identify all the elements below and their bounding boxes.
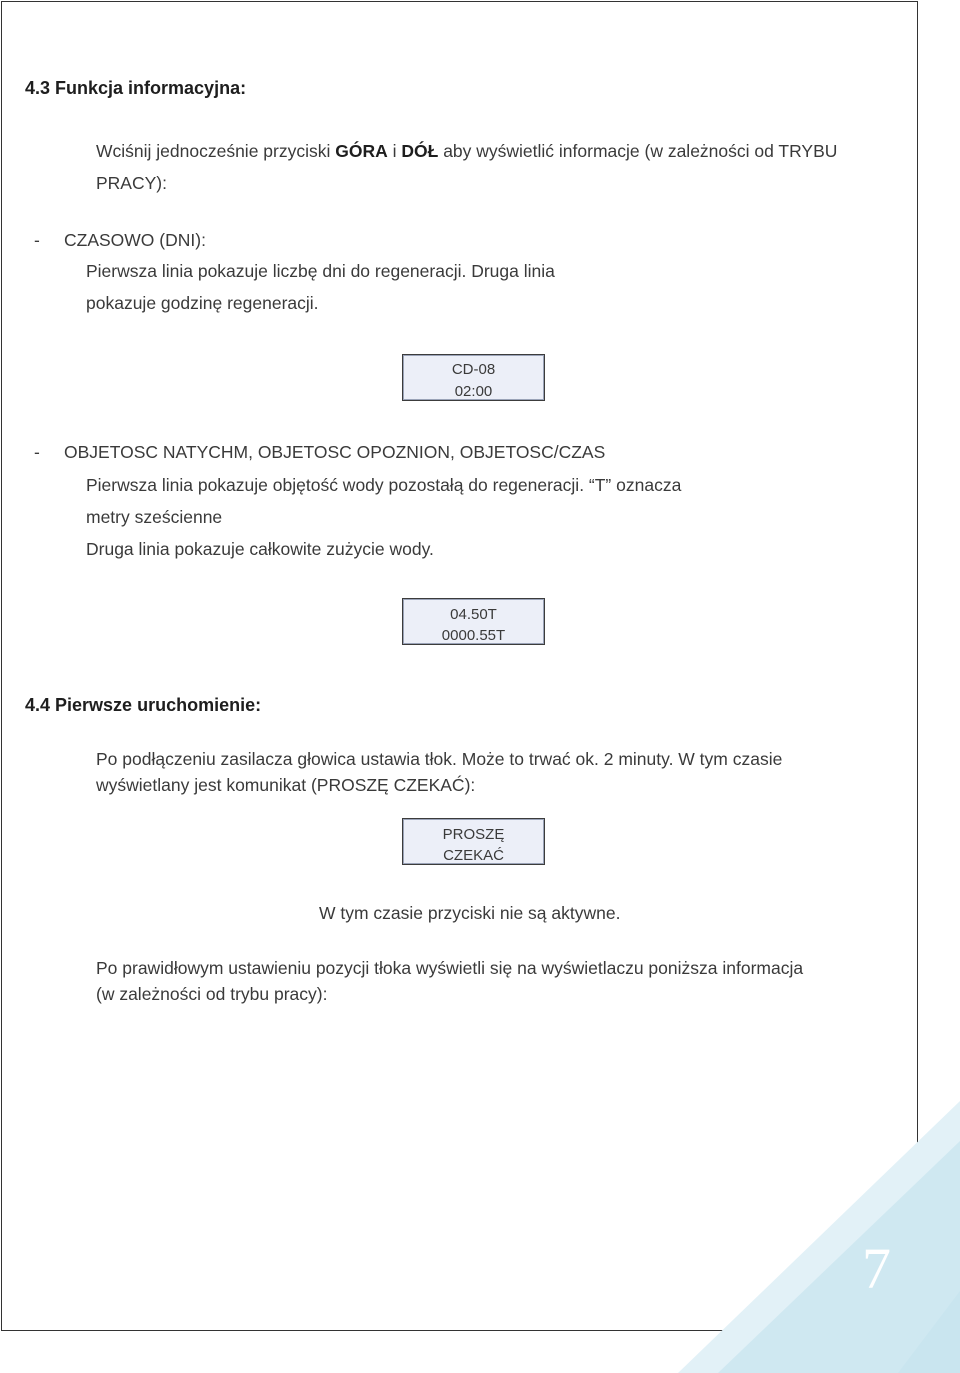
paragraph: Po podłączeniu zasilacza głowica ustawia tłok. Może to trwać ok. 2 minuty. W tym czasie [96, 749, 783, 769]
lcd-line-1: 04.50T [450, 606, 497, 623]
list-item-text: Pierwsza linia pokazuje objętość wody pozostałą do regeneracji. “T” oznacza [86, 475, 682, 495]
list-item-text: metry sześcienne [86, 507, 223, 527]
list-item-title: CZASOWO (DNI): [64, 230, 206, 250]
button-name-up: GÓRA [335, 141, 388, 161]
list-item-title: OBJETOSC NATYCHM, OBJETOSC OPOZNION, OBJETOSC/CZAS [64, 442, 606, 462]
intro-paragraph-line2: PRACY): [96, 173, 167, 193]
list-bullet: - [34, 230, 40, 250]
list-item-text: pokazuje godzinę regeneracji. [86, 293, 319, 313]
lcd-display [402, 354, 545, 401]
button-name-down: DÓŁ [401, 141, 439, 161]
lcd-line-2: 0000.55T [441, 627, 506, 644]
corner-decoration [678, 1101, 960, 1373]
section-heading: 4.4 Pierwsze uruchomienie: [25, 695, 262, 715]
intro-paragraph [96, 143, 837, 161]
lcd-line-1: CD-08 [451, 361, 496, 378]
page-number: 7 [862, 1236, 891, 1301]
section-heading: 4.3 Funkcja informacyjna: [25, 78, 247, 98]
paragraph: (w zależności od trybu pracy): [96, 984, 328, 1004]
intro-text: aby wyświetlić informacje (w zależności od TRYBU [438, 141, 838, 161]
lcd-display [402, 598, 545, 645]
note-text: W tym czasie przyciski nie są aktywne. [319, 903, 621, 923]
lcd-display [402, 818, 545, 865]
list-item-text: Druga linia pokazuje całkowite zużycie wody. [86, 539, 434, 559]
lcd-line-2: 02:00 [454, 383, 493, 400]
intro-text: i [387, 141, 402, 161]
lcd-line-1: PROSZĘ [442, 826, 505, 843]
list-bullet: - [34, 442, 40, 462]
paragraph: wyświetlany jest komunikat (PROSZĘ CZEKAĆ): [96, 775, 476, 795]
intro-text: Wciśnij jednocześnie przyciski [96, 141, 336, 161]
lcd-line-2: CZEKAĆ [443, 847, 504, 864]
paragraph: Po prawidłowym ustawieniu pozycji tłoka wyświetli się na wyświetlaczu poniższa informacja [96, 958, 804, 978]
list-item-text: Pierwsza linia pokazuje liczbę dni do regeneracji. Druga linia [86, 261, 555, 281]
